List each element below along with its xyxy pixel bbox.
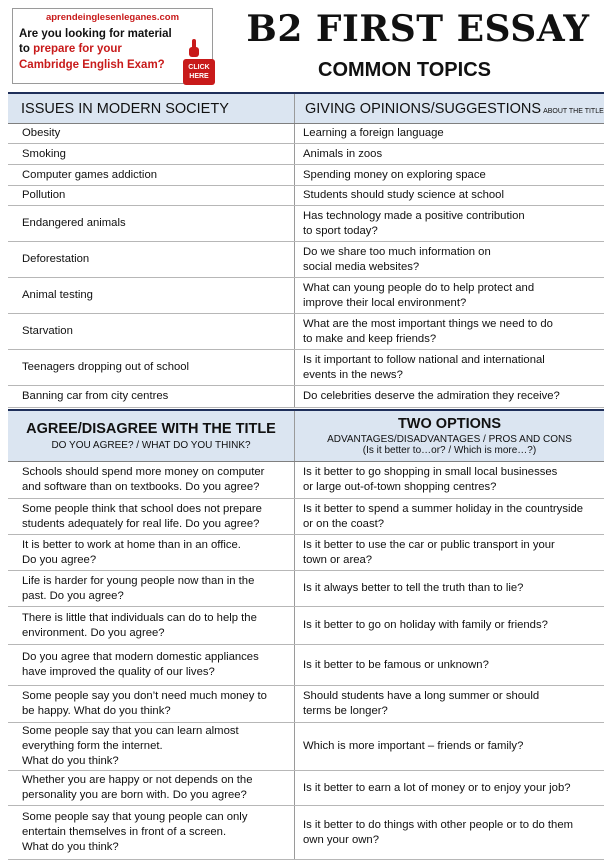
page-title: B2 FIRST ESSAY [246, 8, 590, 50]
topic-cell-right: Is it better to do things with other people or to do them own your own? [303, 818, 574, 846]
table-row [8, 771, 604, 806]
table-row [8, 607, 604, 645]
click-here-button[interactable] [183, 59, 215, 85]
table-row [8, 206, 604, 242]
table-row [8, 278, 604, 314]
opinions-header-note: ABOUT THE TITLE [543, 107, 604, 115]
issues-header-cell [8, 94, 295, 123]
topic-cell-right: Spending money on exploring space [303, 168, 486, 181]
agree-header-cell [8, 411, 295, 461]
ad-line-2-highlight: prepare for your [33, 43, 122, 55]
topic-cell-right: Should students have a long summer or should terms be longer? [303, 690, 540, 717]
agree-options-table [8, 409, 604, 863]
table-row [8, 723, 604, 771]
topic-cell-right: Is it better to go shopping in small local businesses or large out-of-town shopping centres? [303, 466, 558, 493]
topic-cell-right: Animals in zoos [303, 147, 383, 160]
topic-cell-right: Is it better to use the car or public transport in your town or area? [303, 538, 555, 566]
agree-header-sub: DO YOU AGREE? / WHAT DO YOU THINK? [51, 440, 251, 451]
topic-cell-right: Which is more important – friends or family? [303, 740, 524, 752]
issues-opinions-header [8, 92, 604, 124]
table-row [8, 124, 604, 144]
opinions-header-title [305, 101, 604, 117]
agree-options-header [8, 409, 604, 462]
topic-cell-left: Whether you are happy or not depends on the personality you are born with. Do you agree? [8, 771, 295, 805]
table-row [8, 499, 604, 535]
table-row [8, 571, 604, 607]
topic-cell-left: Pollution [8, 186, 295, 205]
table-row [8, 186, 604, 206]
table-row [8, 535, 604, 571]
table-row [8, 686, 604, 723]
table-row [8, 314, 604, 350]
agree-header-title: AGREE/DISAGREE WITH THE TITLE [26, 421, 276, 437]
topic-cell-left: There is little that individuals can do to help the environment. Do you agree? [8, 607, 295, 644]
topic-cell-left: Some people say that you can learn almost everything form the internet. What do you think? [8, 723, 295, 770]
pointing-hand-icon [187, 39, 201, 59]
topic-cell-left: Teenagers dropping out of school [8, 350, 295, 385]
topic-cell-right: Do we share too much information on social media websites? [303, 245, 491, 273]
page-subtitle: COMMON TOPICS [318, 59, 491, 81]
opinions-header-cell [295, 94, 604, 123]
click-here-line-2: HERE [189, 73, 209, 80]
ad-line-2 [19, 42, 122, 56]
click-here-line-1: CLICK [188, 64, 210, 71]
topic-cell-right: Has technology made a positive contribution to sport today? [303, 209, 525, 237]
ad-line-1: Are you looking for material [19, 28, 172, 40]
topic-cell-right: Is it better to be famous or unknown? [303, 658, 489, 671]
table-row [8, 144, 604, 165]
options-header-sub-1: ADVANTAGES/DISADVANTAGES / PROS AND CONS [327, 434, 572, 445]
topic-cell-right: What can young people do to help protect and improve their local environment? [303, 281, 535, 309]
topic-cell-right: Is it better to go on holiday with family or friends? [303, 619, 548, 631]
topic-cell-left: Banning car from city centres [8, 386, 295, 407]
topic-cell-left: Some people think that school does not prepare students adequately for real life. Do you agree? [8, 499, 295, 534]
topic-cell-left: Do you agree that modern domestic appliances have improved the quality of our lives? [8, 645, 295, 685]
topic-cell-right: Students should study science at school [303, 189, 504, 201]
table-row [8, 386, 604, 408]
topic-cell-right: Learning a foreign language [303, 127, 444, 139]
topic-cell-left: Life is harder for young people now than in the past. Do you agree? [8, 571, 295, 606]
table-row [8, 350, 604, 386]
topic-cell-left: Smoking [8, 144, 295, 164]
table-row [8, 645, 604, 686]
topic-cell-right: Is it important to follow national and international events in the news? [303, 353, 545, 381]
topic-cell-left: Computer games addiction [8, 165, 295, 185]
issues-opinions-table [8, 92, 604, 410]
topic-cell-left: Some people say that young people can only entertain themselves in front of a screen. What do you think? [8, 806, 295, 859]
issues-header-title: ISSUES IN MODERN SOCIETY [21, 100, 229, 117]
topic-cell-right: Is it better to spend a summer holiday in the countryside or on the coast? [303, 502, 584, 530]
ad-site-url[interactable]: aprendeinglesenleganes.com [45, 12, 180, 23]
topic-cell-left: Endangered animals [8, 206, 295, 241]
ad-banner[interactable] [12, 8, 213, 84]
topic-cell-left: Some people say you don’t need much money to be happy. What do you think? [8, 686, 295, 722]
options-header-sub-2: (Is it better to…or? / Which is more…?) [362, 445, 537, 456]
topic-cell-left: Animal testing [8, 278, 295, 313]
topic-cell-left: Obesity [8, 124, 295, 143]
topic-cell-right: Is it better to earn a lot of money or to enjoy your job? [303, 781, 571, 794]
topic-cell-right: Is it always better to tell the truth than to lie? [303, 582, 524, 594]
table-row [8, 462, 604, 499]
opinions-header-text: GIVING OPINIONS/SUGGESTIONS [305, 100, 542, 117]
table-row [8, 242, 604, 278]
options-header-cell [295, 411, 604, 461]
topic-cell-right: Do celebrities deserve the admiration they receive? [303, 390, 560, 402]
topic-cell-left: Deforestation [8, 242, 295, 277]
topic-cell-left: Schools should spend more money on computer and software than on textbooks. Do you agree? [8, 462, 295, 498]
table-row [8, 806, 604, 860]
topic-cell-left: It is better to work at home than in an office. Do you agree? [8, 535, 295, 570]
ad-line-2-prefix: to [19, 43, 34, 55]
ad-line-3: Cambridge English Exam? [19, 59, 165, 71]
topic-cell-left: Starvation [8, 314, 295, 349]
options-header-title: TWO OPTIONS [397, 416, 502, 432]
topic-cell-right: What are the most important things we need to do to make and keep friends? [303, 317, 553, 345]
table-row [8, 165, 604, 186]
